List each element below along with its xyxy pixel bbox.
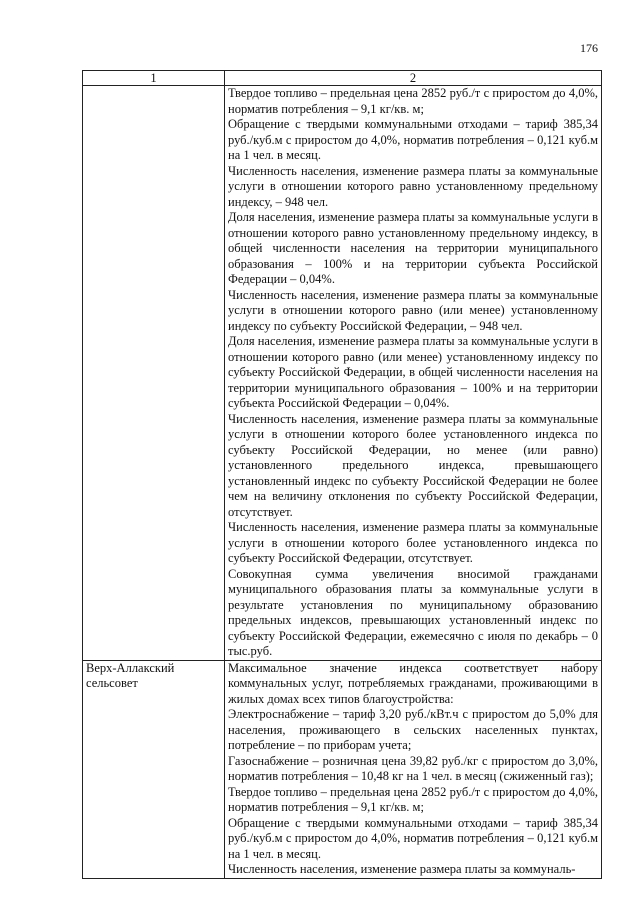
paragraph: Численность населения, изменение размера платы за коммунальные услуги в отношении которого более установленного индекса по субъекту Российской Федерации, но менее (или равно) установленного предельного индекса, превышающего установленный индекс по субъекту Российской Федерации не более чем на величину отклонения по субъекту Российской Федерации, отсутствует. xyxy=(228,411,598,519)
table-row xyxy=(83,86,602,661)
paragraph: Доля населения, изменение размера платы за коммунальные услуги в отношении которого равно (или менее) установленному индексу по субъекту Российской Федерации, в общей численности населения на территории муниципального образования – 100% и на территории субъекта Российской Федерации – 0,04%. xyxy=(228,334,598,410)
paragraph: Численность населения, изменение размера платы за коммунальные услуги в отношении которого более установленного индекса по субъекту Российской Федерации, отсутствует. xyxy=(228,520,598,565)
paragraph: Твердое топливо – предельная цена 2852 руб./т с приростом до 4,0%, норматив потребления – 9,1 кг/кв. м; xyxy=(228,784,598,814)
paragraph: Численность населения, изменение размера платы за коммунальные услуги в отношении которого равно установленному предельному индексу, – 948 чел. xyxy=(228,163,598,209)
municipality-cell xyxy=(83,86,225,661)
paragraph: Газоснабжение – розничная цена 39,82 руб./кг с приростом до 3,0%, норматив потребления – 10,48 кг на 1 чел. в месяц (сжиженный газ); xyxy=(228,753,598,783)
paragraph: Максимальное значение индекса соответствует набору коммунальных услуг, потребляемых гражданами, проживающими в жилых домах всех типов благоустройства: xyxy=(228,660,598,706)
paragraph: Электроснабжение – тариф 3,20 руб./кВт.ч с приростом до 5,0% для населения, проживающего в сельских населенных пунктах, потребление – по приборам учета; xyxy=(228,707,598,752)
paragraph: Твердое топливо – предельная цена 2852 руб./т с приростом до 4,0%, норматив потребления – 9,1 кг/кв. м; xyxy=(228,86,598,116)
paragraph: Численность населения, изменение размера платы за коммуналь- xyxy=(228,862,576,876)
description-cell xyxy=(225,86,602,661)
table-header-row xyxy=(83,71,602,86)
data-table xyxy=(82,70,602,879)
paragraph: Численность населения, изменение размера платы за коммунальные услуги в отношении которого равно (или менее) установленному индексу по субъекту Российской Федерации, – 948 чел. xyxy=(228,287,598,333)
column-header-1: 1 xyxy=(83,71,225,86)
page-number: 176 xyxy=(580,41,598,55)
paragraph: Обращение с твердыми коммунальными отходами – тариф 385,34 руб./куб.м с приростом до 4,0%, норматив потребления – 0,121 куб.м на 1 чел. в месяц. xyxy=(228,815,598,861)
description-cell xyxy=(225,660,602,878)
municipality-cell: Верх-Аллакский сельсовет xyxy=(83,660,225,878)
paragraph: Доля населения, изменение размера платы за коммунальные услуги в отношении которого равно установленному предельному индексу, в общей численности населения на территории муниципального образования – 100% и на территории субъекта Российской Федерации – 0,04%. xyxy=(228,210,598,286)
paragraph: Совокупная сумма увеличения вносимой гражданами муниципального образования платы за коммунальные услуги в результате установления по муниципальному образованию предельных индексов, превышающих установленный индекс по субъекту Российской Федерации, ежемесячно с июля по декабрь – 0 тыс.руб. xyxy=(228,566,598,658)
paragraph: Обращение с твердыми коммунальными отходами – тариф 385,34 руб./куб.м с приростом до 4,0%, норматив потребления – 0,121 куб.м на 1 чел. в месяц. xyxy=(228,117,598,162)
table-row xyxy=(83,660,602,878)
column-header-2: 2 xyxy=(225,71,602,86)
